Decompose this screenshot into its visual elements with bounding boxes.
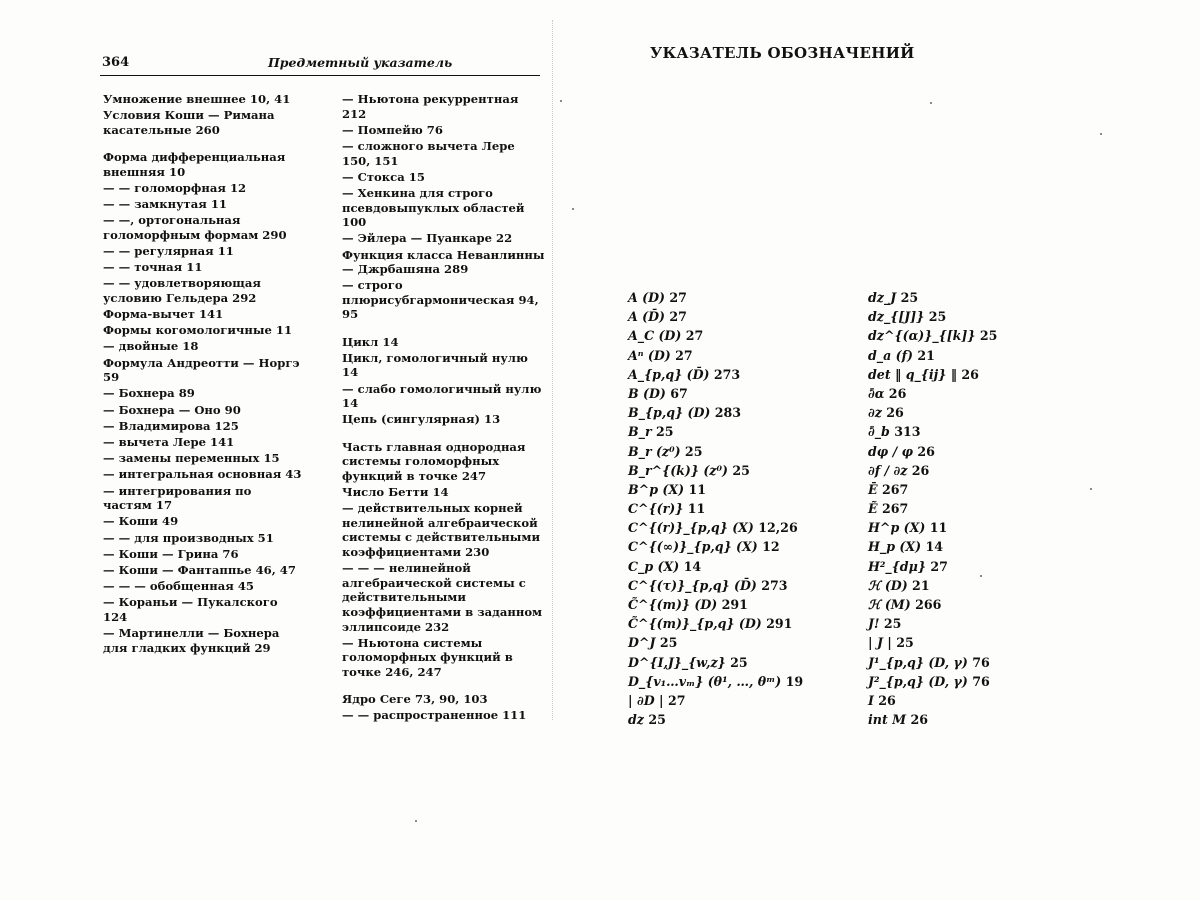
index-entry: — Ньютона рекуррентная 212: [342, 92, 519, 121]
scan-speck: [1090, 488, 1092, 490]
subject-index-column-1: [103, 92, 303, 657]
notation-entry: [628, 422, 858, 441]
notation-page: 27: [681, 328, 704, 344]
index-entry: Форма дифференциальная внешняя 10: [103, 149, 286, 179]
notation-symbol: ∂̄_b: [868, 424, 890, 440]
notation-page: 313: [889, 424, 921, 440]
notation-entry: [628, 653, 858, 672]
notation-entry: [868, 461, 1098, 480]
notation-page: 291: [717, 597, 748, 612]
notation-page: 26: [907, 462, 930, 478]
notation-page: 283: [710, 405, 742, 421]
index-entry: — —, ортогональная голоморфным формам 290: [103, 213, 287, 242]
notation-symbol: D^J: [628, 635, 656, 651]
notation-entry: [628, 557, 858, 576]
notation-page: 14: [921, 539, 943, 555]
notation-entry: [628, 384, 858, 403]
notation-entry: [628, 480, 858, 499]
index-entry: — — — обобщенная 45: [103, 579, 254, 594]
index-entry: — двойные 18: [103, 339, 199, 354]
notation-page: 26: [906, 712, 929, 728]
index-entry: — — регулярная 11: [103, 243, 234, 258]
notation-symbol: dz_J: [868, 290, 897, 305]
section-gap: [342, 429, 546, 440]
notation-symbol: C̃^{(m)}_{p,q} (D): [628, 616, 762, 632]
notation-symbol: B^p (X): [628, 481, 685, 497]
index-entry: Формы когомологичные 11: [103, 323, 293, 338]
index-entry: Число Бетти 14: [342, 484, 449, 499]
notation-page: 273: [756, 577, 788, 593]
scan-speck: [572, 208, 574, 210]
index-entry: — — — нелинейной алгебраической системы с действительными коэффициентами в заданном эллипсоиде 232: [342, 561, 543, 634]
notation-entry: [628, 537, 858, 556]
notation-symbol: d_a (f): [868, 347, 913, 363]
notation-symbol: A (D): [628, 290, 665, 305]
notation-page: 25: [725, 654, 748, 670]
notation-symbol: ∂f / ∂z: [868, 462, 908, 478]
notation-entry: [628, 499, 858, 518]
notation-page: 291: [761, 616, 793, 632]
notation-entry: [628, 365, 858, 384]
notation-symbol: ℋ (D): [868, 577, 908, 593]
notation-page: 11: [925, 520, 948, 536]
notation-symbol: A_{p,q} (D̄): [628, 366, 710, 382]
notation-page: 267: [877, 481, 909, 497]
notation-entry: [628, 346, 858, 365]
index-entry: — — точная 11: [103, 260, 203, 275]
index-entry: — Стокса 15: [342, 169, 425, 184]
index-entry: — Кораньи — Пукалского 124: [103, 595, 278, 624]
notation-symbol: det ‖ q_{ij} ‖: [868, 366, 958, 382]
notation-symbol: C_p (X): [628, 558, 680, 574]
index-entry: Умножение внешнее 10, 41: [103, 92, 291, 106]
index-entry: — — замкнутая 11: [103, 196, 227, 211]
notation-symbol: C^{(∞)}_{p,q} (X): [628, 539, 758, 555]
notation-entry: [868, 672, 1098, 691]
notation-page: 14: [679, 558, 702, 574]
notation-symbol: | J |: [868, 635, 892, 651]
notation-page: 67: [665, 385, 688, 401]
scan-speck: [415, 820, 417, 822]
index-entry: Часть главная однородная системы голоморфных функций в точке 247: [342, 439, 526, 483]
notation-page: 27: [663, 692, 686, 708]
notation-entry: [628, 461, 858, 480]
notation-page: 26: [957, 366, 979, 382]
index-entry: — Бохнера 89: [103, 386, 195, 401]
notation-symbol: H^p (X): [868, 520, 926, 536]
index-entry: — замены переменных 15: [103, 451, 280, 466]
index-entry: Цикл 14: [342, 334, 399, 349]
notation-symbol: | ∂D |: [628, 692, 664, 708]
notation-page: 27: [665, 290, 687, 305]
index-entry: — слабо гомологичный нулю 14: [342, 381, 542, 411]
notation-symbol: H_p (X): [868, 539, 922, 555]
notation-symbol: J²_{p,q} (D, γ): [868, 673, 968, 689]
notation-page: 25: [975, 328, 998, 344]
notation-page: 11: [684, 481, 706, 497]
notation-entry: [868, 653, 1098, 672]
notation-page: 25: [891, 635, 914, 651]
index-entry: — Эйлера — Пуанкаре 22: [342, 231, 513, 246]
page-number: 364: [102, 55, 130, 70]
notation-symbol: D_{v₁…vₘ} (θ¹, …, θᵐ): [628, 673, 782, 689]
notation-entry: [868, 326, 1098, 345]
scan-speck: [560, 100, 562, 102]
right-page: [600, 0, 1200, 900]
notation-page: 25: [651, 424, 674, 440]
notation-page: 26: [873, 692, 896, 708]
notation-entry: [868, 346, 1098, 365]
notation-entry: [628, 442, 858, 461]
index-entry: — Помпейю 76: [342, 122, 443, 137]
index-entry: — Коши — Грина 76: [103, 546, 239, 561]
notation-entry: [628, 672, 858, 691]
notation-entry: [628, 518, 858, 537]
notation-entry: [868, 307, 1098, 326]
notation-symbol: dz: [628, 712, 644, 728]
notation-symbol: J!: [868, 616, 880, 632]
index-entry: Цикл, гомологичный нулю 14: [342, 350, 528, 380]
notation-page: 25: [924, 309, 947, 325]
notation-symbol: A_C (D): [628, 328, 682, 344]
notation-entry: [868, 537, 1098, 556]
notation-symbol: A (D̄): [628, 309, 665, 325]
notation-page: 12: [757, 539, 780, 555]
index-entry: — Коши 49: [103, 514, 179, 529]
index-entry: — Мартинелли — Бохнера для гладких функций 29: [103, 626, 280, 655]
notation-column-2: [868, 288, 1098, 729]
index-entry: Форма-вычет 141: [103, 307, 224, 322]
notation-symbol: dz^{(α)}_{[k]}: [868, 328, 976, 344]
index-entry: — Бохнера — Оно 90: [103, 402, 241, 417]
notation-page: 12,26: [753, 520, 798, 536]
notation-entry: [628, 710, 858, 729]
notation-page: 25: [655, 635, 678, 651]
notation-symbol: B (D): [628, 385, 666, 401]
notation-entry: [868, 710, 1098, 729]
notation-symbol: I: [868, 692, 874, 708]
index-entry: — Ньютона системы голоморфных функций в точке 246, 247: [342, 635, 513, 679]
notation-symbol: B_r: [628, 424, 652, 440]
notation-entry: [628, 576, 858, 595]
notation-page: 27: [925, 558, 948, 574]
notation-symbol: dφ / φ: [868, 443, 913, 459]
index-entry: — — распространенное 111: [342, 708, 527, 723]
page-gutter: [552, 20, 563, 720]
notation-symbol: C^{(τ)}_{p,q} (D̄): [628, 577, 757, 593]
notation-entry: [868, 499, 1098, 518]
notation-page: 11: [683, 501, 706, 517]
notation-entry: [868, 480, 1098, 499]
notation-page: 25: [643, 712, 666, 728]
notation-symbol: J¹_{p,q} (D, γ): [868, 654, 968, 670]
notation-page: 25: [680, 443, 703, 459]
notation-entry: [628, 614, 858, 633]
notation-symbol: B_r (z⁰): [628, 443, 681, 459]
notation-page: 26: [884, 385, 907, 401]
notation-page: 76: [967, 654, 990, 670]
notation-entry: [868, 518, 1098, 537]
notation-entry: [868, 633, 1098, 652]
index-entry: — интегрирования по частям 17: [103, 483, 252, 513]
notation-page: 273: [709, 366, 741, 382]
notation-entry: [868, 288, 1098, 307]
index-entry: Цепь (сингулярная) 13: [342, 412, 501, 427]
notation-symbol: dz_{[J]}: [868, 309, 925, 325]
notation-symbol: C^{(r)}_{p,q} (X): [628, 520, 754, 536]
notation-page: 25: [727, 462, 750, 478]
notation-entry: [868, 614, 1098, 633]
notation-entry: [628, 326, 858, 345]
notation-symbol: B_{p,q} (D): [628, 405, 711, 421]
index-entry: — вычета Лере 141: [103, 434, 235, 449]
notation-page: 267: [877, 501, 909, 517]
index-entry: — Коши — Фантаппье 46, 47: [103, 562, 296, 577]
notation-entry: [628, 403, 858, 422]
index-entry: — — голоморфная 12: [103, 180, 247, 195]
index-entry: Функция класса Неванлинны — Джрбашяна 289: [342, 247, 545, 277]
notation-page: 21: [912, 347, 935, 363]
index-entry: — сложного вычета Лере 150, 151: [342, 138, 515, 168]
section-gap: [342, 681, 546, 692]
notation-entry: [868, 442, 1098, 461]
index-entry: — интегральная основная 43: [103, 467, 302, 482]
notation-page: 76: [967, 673, 990, 689]
notation-entry: [868, 595, 1098, 614]
notation-entry: [868, 557, 1098, 576]
index-entry: Условия Коши — Римана касательные 260: [103, 108, 275, 137]
notation-entry: [868, 691, 1098, 710]
notation-entry: [628, 595, 858, 614]
notation-symbol: ∂z: [868, 405, 882, 421]
notation-page: 19: [781, 673, 804, 689]
notation-symbol: C̃^{(m)} (D): [628, 597, 718, 612]
notation-entry: [868, 422, 1098, 441]
left-page: [0, 0, 590, 900]
section-gap: [342, 324, 546, 335]
scan-speck: [930, 102, 932, 104]
notation-symbol: ℋ (M): [868, 597, 911, 612]
index-entry: Ядро Сеге 73, 90, 103: [342, 692, 488, 707]
notation-symbol: ∂̄α: [868, 385, 885, 401]
notation-entry: [628, 633, 858, 652]
notation-index-title: УКАЗАТЕЛЬ ОБОЗНАЧЕНИЙ: [650, 44, 915, 62]
notation-column-1: [628, 288, 858, 729]
notation-symbol: Ẽ: [868, 501, 878, 517]
notation-page: 27: [670, 347, 693, 363]
notation-page: 26: [881, 405, 904, 421]
notation-entry: [628, 288, 858, 307]
notation-page: 21: [907, 577, 930, 593]
running-head: [100, 55, 540, 76]
index-entry: — Хенкина для строго псевдовыпуклых областей 100: [342, 185, 525, 230]
index-entry: — — для производных 51: [103, 530, 274, 545]
index-entry: Формула Андреотти — Норгэ 59: [103, 355, 300, 385]
index-entry: — — удовлетворяющая условию Гельдера 292: [103, 276, 261, 305]
notation-entry: [628, 307, 858, 326]
notation-symbol: int M: [868, 712, 907, 728]
notation-page: 25: [879, 616, 902, 632]
index-entry: — Владимирова 125: [103, 418, 239, 433]
notation-entry: [868, 365, 1098, 384]
notation-page: 266: [910, 597, 942, 612]
notation-entry: [868, 384, 1098, 403]
notation-entry: [868, 576, 1098, 595]
notation-symbol: D^{I,J}_{w,z}: [628, 654, 726, 670]
scan-speck: [1100, 133, 1102, 135]
notation-entry: [868, 403, 1098, 422]
running-title: Предметный указатель: [268, 55, 453, 70]
notation-page: 27: [665, 309, 687, 325]
notation-page: 25: [896, 290, 919, 305]
notation-page: 26: [912, 443, 935, 459]
subject-index-column-2: [342, 92, 546, 724]
index-entry: — строго плюрисубгармоническая 94, 95: [342, 278, 539, 322]
notation-symbol: Aⁿ (D): [628, 347, 671, 363]
notation-symbol: H²_{dμ}: [868, 558, 926, 574]
notation-symbol: Ē: [868, 481, 878, 497]
section-gap: [103, 139, 303, 150]
notation-entry: [628, 691, 858, 710]
index-entry: — действительных корней нелинейной алгебраической системы с действительными коэффициентами 230: [342, 501, 541, 559]
scan-speck: [980, 575, 982, 577]
notation-symbol: C^{(r)}: [628, 501, 684, 517]
notation-symbol: B_r^{(k)} (z⁰): [628, 462, 728, 478]
